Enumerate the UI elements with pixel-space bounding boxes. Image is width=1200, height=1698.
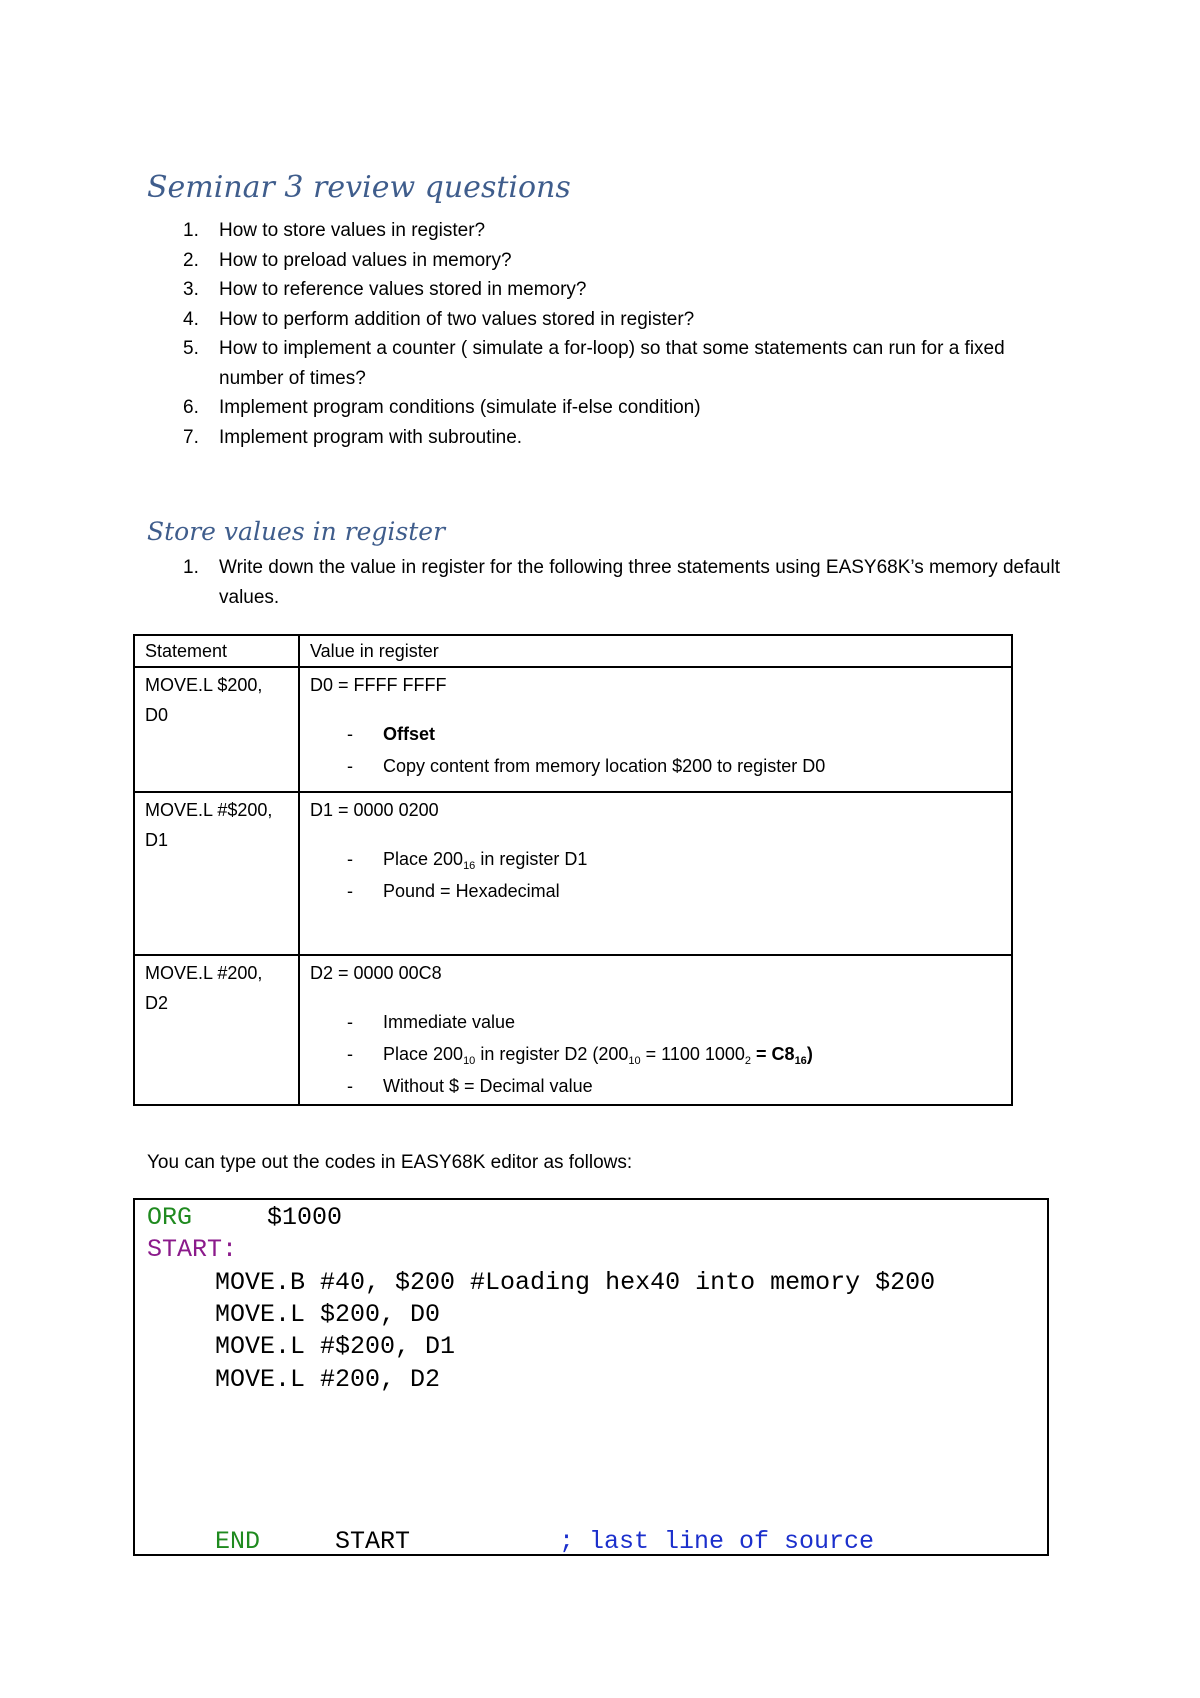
store-values-heading: Store values in register — [147, 517, 446, 546]
list-number: 5. — [183, 338, 199, 359]
value-cell — [299, 955, 1012, 1105]
list-number: 2. — [183, 249, 199, 271]
list-item — [147, 305, 1067, 335]
note-text-part: = C8 — [751, 1044, 795, 1064]
statement-cell: MOVE.L #200, D2 — [134, 955, 299, 1105]
list-item — [310, 875, 1001, 907]
statement-cell: MOVE.L $200, D0 — [134, 667, 299, 792]
code-end-value: START — [335, 1527, 411, 1556]
subscript: 10 — [463, 1055, 476, 1067]
table-header-row — [134, 635, 1012, 667]
table-row — [134, 667, 1012, 792]
code-intro-text: You can type out the codes in EASY68K editor as follows: — [147, 1152, 633, 1173]
note-text-part: Place 200 — [383, 1044, 464, 1064]
list-item — [310, 1038, 1001, 1070]
list-text: How to store values in register? — [219, 220, 486, 241]
note-text: Copy content from memory location $200 to register D0 — [383, 756, 826, 776]
list-item — [310, 750, 1001, 782]
code-org-keyword: ORG — [147, 1203, 193, 1232]
register-value: D2 = 0000 00C8 — [310, 963, 442, 983]
note-text — [383, 1044, 813, 1067]
subscript: 16 — [463, 860, 476, 872]
code-org-value: $1000 — [267, 1203, 343, 1232]
value-notes — [310, 1006, 1001, 1102]
bullet-dash: - — [347, 881, 353, 901]
note-text-part: ) — [806, 1044, 813, 1064]
list-item — [147, 423, 1067, 453]
table-row — [134, 955, 1012, 1105]
value-notes — [310, 843, 1001, 907]
list-text: How to perform addition of two values stored in register? — [219, 308, 695, 330]
value-notes — [310, 718, 1001, 782]
subscript: 2 — [744, 1055, 752, 1067]
bullet-dash: - — [347, 1076, 353, 1096]
bullet-dash: - — [347, 756, 353, 776]
bullet-dash: - — [347, 1012, 353, 1032]
value-cell — [299, 792, 1012, 955]
value-cell — [299, 667, 1012, 792]
list-number: 3. — [183, 279, 199, 300]
list-number: 7. — [183, 426, 199, 448]
note-text: Without $ = Decimal value — [383, 1076, 593, 1096]
bullet-dash: - — [347, 1044, 353, 1064]
list-item — [310, 843, 1001, 875]
note-text-part: in register D2 (200 — [475, 1044, 629, 1064]
code-line: MOVE.L #$200, D1 — [215, 1332, 456, 1361]
list-text: How to reference values stored in memory? — [219, 279, 587, 300]
review-questions-heading: Seminar 3 review questions — [147, 170, 571, 205]
code-line: MOVE.L #200, D2 — [215, 1365, 441, 1394]
code-comment: ; last line of source — [559, 1527, 875, 1556]
table-row — [134, 792, 1012, 955]
list-item — [310, 718, 1001, 750]
list-text: Implement program with subroutine. — [219, 426, 523, 448]
note-text-part: = 1100 1000 — [640, 1044, 745, 1064]
list-item — [147, 246, 1067, 276]
list-number: 1. — [183, 220, 199, 241]
bullet-dash: - — [347, 724, 353, 744]
list-item — [310, 1070, 1001, 1102]
code-line: MOVE.L $200, D0 — [215, 1300, 441, 1329]
note-text: Immediate value — [383, 1012, 516, 1032]
list-item — [147, 216, 1067, 246]
list-text: Implement program conditions (simulate if-else condition) — [219, 397, 701, 418]
column-header-value: Value in register — [299, 635, 1012, 667]
statement-cell: MOVE.L #$200, D1 — [134, 792, 299, 955]
bullet-dash: - — [347, 849, 353, 869]
review-questions-list — [147, 216, 1067, 452]
list-item — [147, 393, 1067, 423]
list-item — [310, 1006, 1001, 1038]
note-text-part: in register D1 — [475, 849, 588, 869]
code-start-label: START: — [147, 1235, 238, 1264]
list-text: Write down the value in register for the following three statements using EASY68K’s memory default values. — [219, 557, 1061, 608]
subscript: 16 — [794, 1055, 807, 1067]
list-number: 4. — [183, 308, 199, 330]
note-text — [383, 849, 588, 872]
note-text-part: Place 200 — [383, 849, 464, 869]
note-text: Pound = Hexadecimal — [383, 881, 560, 901]
register-value: D0 = FFFF FFFF — [310, 675, 447, 695]
register-table — [133, 634, 1013, 1106]
column-header-statement: Statement — [134, 635, 299, 667]
list-text: How to preload values in memory? — [219, 249, 512, 271]
list-number: 6. — [183, 397, 199, 418]
subscript: 10 — [628, 1055, 641, 1067]
code-end-keyword: END — [215, 1527, 261, 1556]
code-block — [133, 1198, 1049, 1556]
code-line: MOVE.B #40, $200 #Loading hex40 into memory $200 — [215, 1268, 936, 1297]
store-intro-item — [183, 553, 1069, 613]
list-number: 1. — [183, 557, 199, 578]
list-item — [147, 334, 1067, 393]
note-text: Offset — [383, 724, 436, 744]
list-item — [147, 275, 1067, 305]
register-value: D1 = 0000 0200 — [310, 800, 439, 820]
list-text: How to implement a counter ( simulate a for-loop) so that some statements can run for a fixed number of times? — [219, 338, 1005, 389]
